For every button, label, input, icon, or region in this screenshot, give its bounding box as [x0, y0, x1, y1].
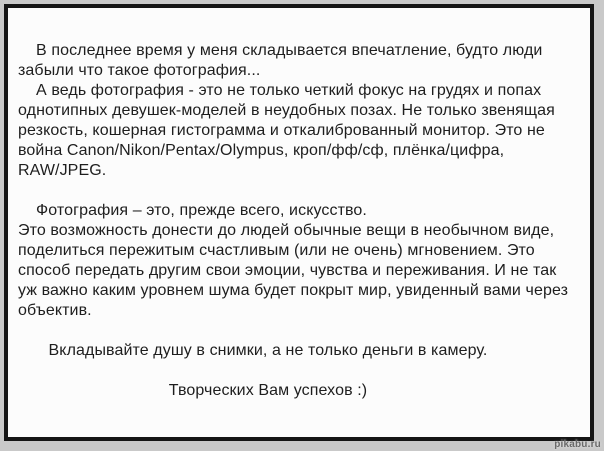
- text-line: Вкладывайте душу в снимки, а не только деньги в камеру.: [48, 342, 488, 359]
- text-line: резкость, кошерная гистограмма и откалиброванный монитор. Это не: [18, 122, 545, 139]
- text-line: уж важно каким уровнем шума будет покрыт мир, увиденный вами через: [18, 282, 569, 299]
- text-line: война Canon/Nikon/Pentax/Olympus, кроп/фф/сф, плёнка/цифра,: [18, 142, 505, 159]
- text-line: однотипных девушек-моделей в неудобных позах. Не только звенящая: [18, 102, 555, 119]
- letter-body: [8, 8, 569, 401]
- text-line: Творческих Вам успехов :): [168, 382, 368, 399]
- watermark-pikabu: pikabu.ru: [554, 439, 601, 450]
- text-line: RAW/JPEG.: [18, 162, 107, 179]
- text-line: объектив.: [18, 302, 92, 319]
- text-card: [4, 4, 594, 441]
- text-line: Фотография – это, прежде всего, искусство.: [36, 202, 367, 219]
- text-line: поделиться пережитым счастливым (или не очень) мгновением. Это: [18, 242, 535, 259]
- text-line: Это возможность донести до людей обычные вещи в необычном виде,: [18, 222, 555, 239]
- text-line: забыли что такое фотография...: [18, 62, 261, 79]
- text-line: А ведь фотография - это не только четкий фокус на грудях и попах: [36, 82, 542, 99]
- text-line: В последнее время у меня складывается впечатление, будто люди: [36, 42, 543, 59]
- text-line: способ передать другим свои эмоции, чувства и переживания. И не так: [18, 262, 557, 279]
